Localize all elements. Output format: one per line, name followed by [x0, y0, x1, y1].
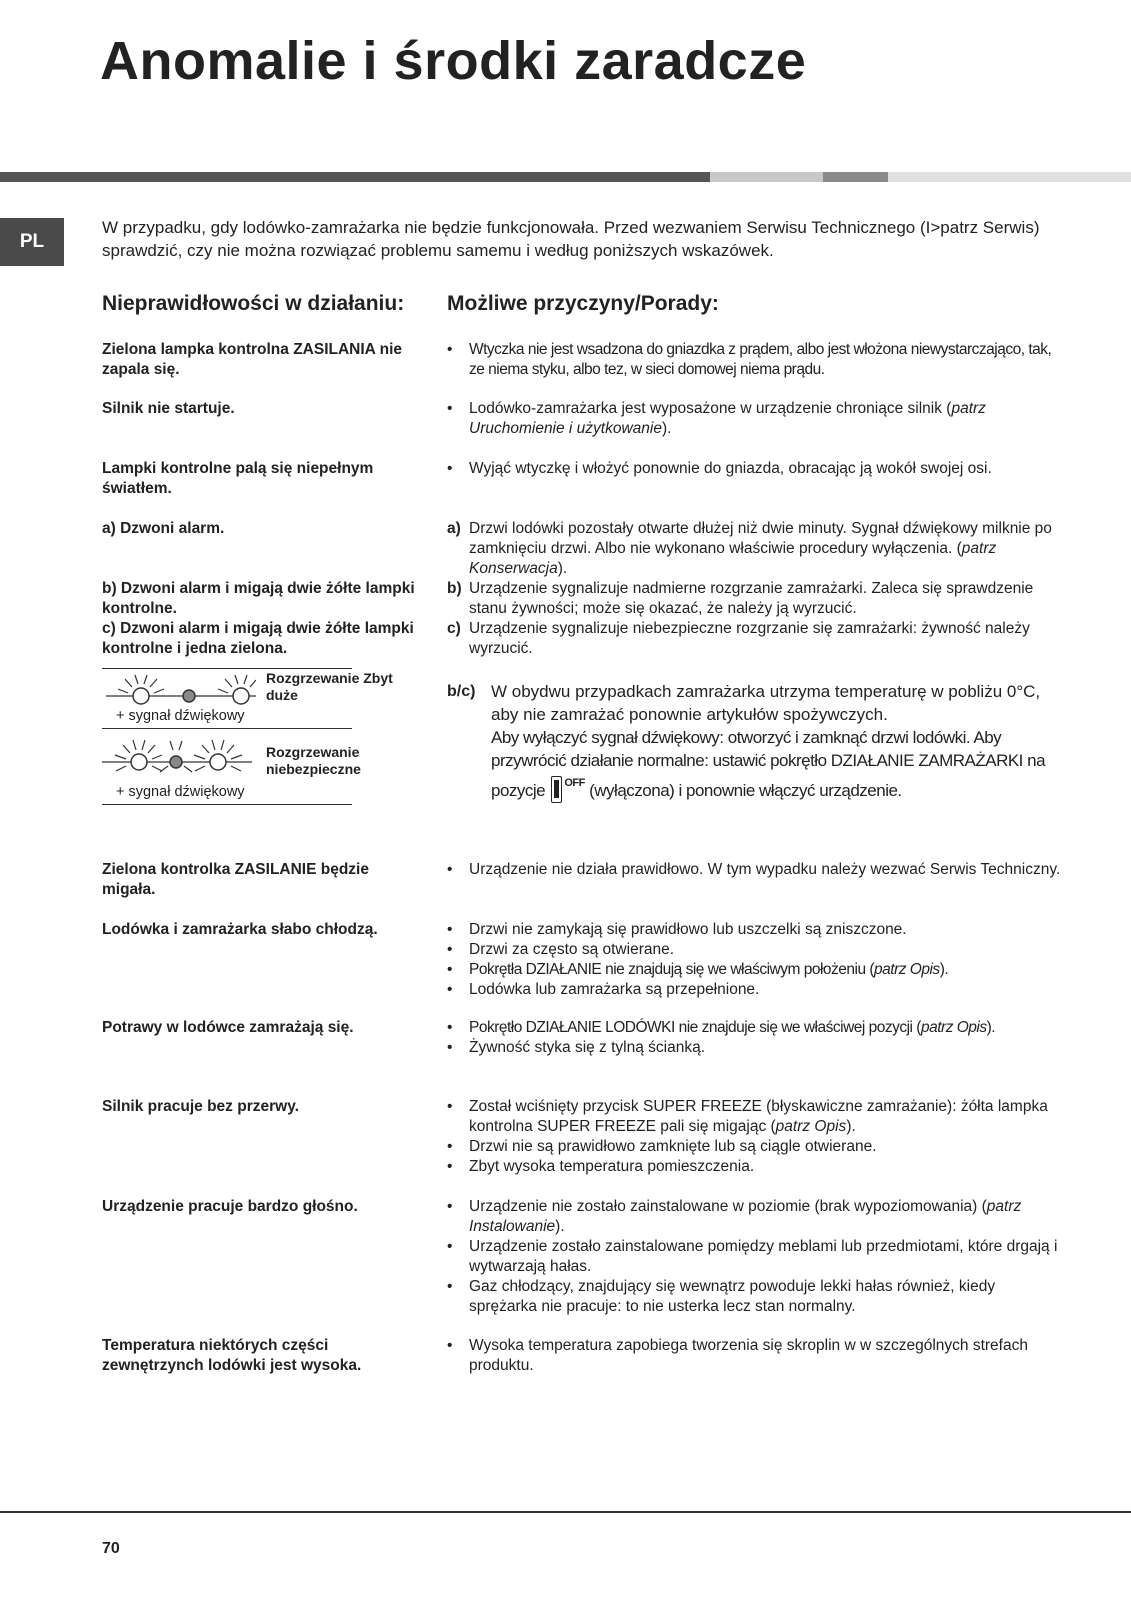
- list-item: • Żywność styka się z tylną ścianką.: [447, 1039, 706, 1056]
- header-bar-mid: [823, 172, 888, 182]
- cause-dim-lamps: [447, 459, 1067, 479]
- list-item: b) Urządzenie sygnalizuje nadmierne rozgrzanie zamrażarki. Zaleca się sprawdzenie stanu żywności; może się okazać, że należy ją wyrzucić.: [447, 580, 1034, 617]
- cause-food-freezes: [447, 1018, 1067, 1058]
- causes-heading: Możliwe przyczyny/Porady:: [447, 292, 719, 315]
- list-item: • Gaz chłodzący, znajdujący się wewnątrz powoduje lekki hałas również, kiedy sprężarka nie pracuje: to nie usterka lecz stan normalny.: [447, 1278, 996, 1315]
- cause-bc-block: b/c) W obydwu przypadkach zamrażarka utrzyma temperaturę w pobliżu 0°C, aby nie zamrażać ponownie artykułów spożywczych. Aby wyłączyć sygnał dźwiękowy: otworzyć i zamknąć drzwi lodówki. Aby przywrócić działanie normalne: ustawić pokrętło DZIAŁANIE ZAMRAŻARKI na pozycje $^{OFF}$ (wyłączona) i ponownie włączyć urządzenie.: [447, 680, 1047, 803]
- anomaly-weak-cooling: Lodówka i zamrażarka słabo chłodzą.: [102, 921, 378, 938]
- lamps-top-icon: [106, 672, 256, 708]
- header-bar-dark: [0, 172, 710, 182]
- diagram-mid-line: [102, 728, 352, 729]
- diagram-sound-top: + sygnał dźwiękowy: [116, 708, 245, 724]
- footer-line: [0, 1511, 1131, 1513]
- header-bar-pale: [888, 172, 1131, 182]
- list-item: • Zbyt wysoka temperatura pomieszczenia.: [447, 1158, 755, 1175]
- lamps-bottom-icon: [102, 736, 252, 776]
- list-item: • Drzwi nie zamykają się prawidłowo lub uszczelki są zniszczone.: [447, 921, 907, 938]
- diagram-label-high: Rozgrzewanie Zbyt duże: [266, 670, 393, 703]
- cause-noisy: [447, 1197, 1067, 1317]
- freezer-knob-icon: [551, 776, 562, 803]
- list-item: • Lodówka lub zamrażarka są przepełnione.: [447, 981, 760, 998]
- list-item: • Urządzenie nie zostało zainstalowane w poziomie (brak wypoziomowania) (patrz Instalowanie).: [447, 1198, 1022, 1235]
- anomaly-power-lamp: Zielona lampka kontrolna ZASILANIA nie zapala się.: [102, 341, 402, 378]
- list-item: • Wyjąć wtyczkę i włożyć ponownie do gniazda, obracając ją wokół swojej osi.: [447, 460, 992, 477]
- list-item: • Wysoka temperatura zapobiega tworzenia się skroplin w w szczególnych strefach produktu.: [447, 1337, 1028, 1374]
- list-item: • Drzwi za często są otwierane.: [447, 941, 675, 958]
- cause-alarm: [447, 519, 1067, 659]
- list-item: • Pokrętło DZIAŁANIE LODÓWKI nie znajduje się we właściwej pozycji (patrz Opis).: [447, 1019, 996, 1036]
- cause-hot-parts: [447, 1336, 1067, 1376]
- anomaly-alarm-b: b) Dzwoni alarm i migają dwie żółte lampki kontrolne.: [102, 580, 415, 617]
- list-item: • Urządzenie nie działa prawidłowo. W tym wypadku należy wezwać Serwis Techniczny.: [447, 861, 1061, 878]
- cause-motor: [447, 399, 1067, 439]
- indicator-diagram: [102, 668, 393, 820]
- anomaly-dim-lamps: Lampki kontrolne palą się niepełnym światłem.: [102, 460, 374, 497]
- cause-weak-cooling: [447, 920, 1067, 1000]
- diagram-top-line: [102, 668, 352, 669]
- list-item: • Został wciśnięty przycisk SUPER FREEZE (błyskawiczne zamrażanie): żółta lampka kontrolna SUPER FREEZE pali się migając (patrz Opis).: [447, 1098, 1048, 1135]
- list-item: • Urządzenie zostało zainstalowane pomiędzy meblami lub przedmiotami, które drgają i wytwarzają hałas.: [447, 1238, 1058, 1275]
- list-item: • Wtyczka nie jest wsadzona do gniazdka z prądem, albo jest włożona niewystarczająco, tak, ze niema styku, albo tez, w sieci domowej niema prądu.: [447, 341, 1052, 378]
- cause-motor-nonstop: [447, 1097, 1067, 1177]
- cause-power-lamp: [447, 340, 1067, 380]
- list-item: c) Urządzenie sygnalizuje niebezpieczne rozgrzanie się zamrażarki: żywność należy wyrzucić.: [447, 620, 1030, 657]
- intro-text: W przypadku, gdy lodówko-zamrażarka nie będzie funkcjonowała. Przed wezwaniem Serwisu Technicznego (I>patrz Serwis) sprawdzić, czy nie można rozwiązać problemu samemu i według poniższych wskazówek.: [102, 218, 1040, 260]
- off-label: OFF: [564, 777, 585, 789]
- list-item: • Drzwi nie są prawidłowo zamknięte lub są ciągle otwierane.: [447, 1138, 877, 1155]
- anomaly-hot-parts: Temperatura niektórych części zewnętrzynch lodówki jest wysoka.: [102, 1337, 362, 1374]
- anomaly-alarm-c: c) Dzwoni alarm i migają dwie żółte lampki kontrolne i jedna zielona.: [102, 620, 414, 657]
- anomaly-power-blinking: Zielona kontrolka ZASILANIE będzie migała.: [102, 861, 369, 898]
- anomaly-alarm-a: a) Dzwoni alarm.: [102, 520, 225, 537]
- diagram-label-danger: Rozgrzewanie niebezpieczne: [266, 744, 361, 777]
- list-item: • Lodówko-zamrażarka jest wyposażone w urządzenie chroniące silnik (patrz Uruchomienie i użytkowanie).: [447, 400, 986, 437]
- diagram-bottom-line: [102, 804, 352, 805]
- list-item: a) Drzwi lodówki pozostały otwarte dłużej niż dwie minuty. Sygnał dźwiękowy milknie po zamknięciu drzwi. Albo nie wykonano właściwie procedury wyłączenia. (patrz Konserwacja).: [447, 520, 1052, 577]
- anomaly-noisy: Urządzenie pracuje bardzo głośno.: [102, 1198, 358, 1215]
- header-bar-light: [710, 172, 823, 182]
- anomaly-motor-nonstop: Silnik pracuje bez przerwy.: [102, 1098, 299, 1115]
- page-title: Anomalie i środki zaradcze: [100, 31, 807, 91]
- list-item: • Pokrętła DZIAŁANIE nie znajdują się we właściwym położeniu (patrz Opis).: [447, 961, 949, 978]
- cause-power-blinking: [447, 860, 1067, 880]
- anomaly-food-freezes: Potrawy w lodówce zamrażają się.: [102, 1019, 354, 1036]
- anomalies-heading: Nieprawidłowości w działaniu:: [102, 292, 405, 315]
- page-number: 70: [102, 1540, 120, 1557]
- language-tab: PL: [0, 218, 64, 266]
- diagram-sound-bottom: + sygnał dźwiękowy: [116, 784, 245, 800]
- anomaly-motor: Silnik nie startuje.: [102, 400, 235, 417]
